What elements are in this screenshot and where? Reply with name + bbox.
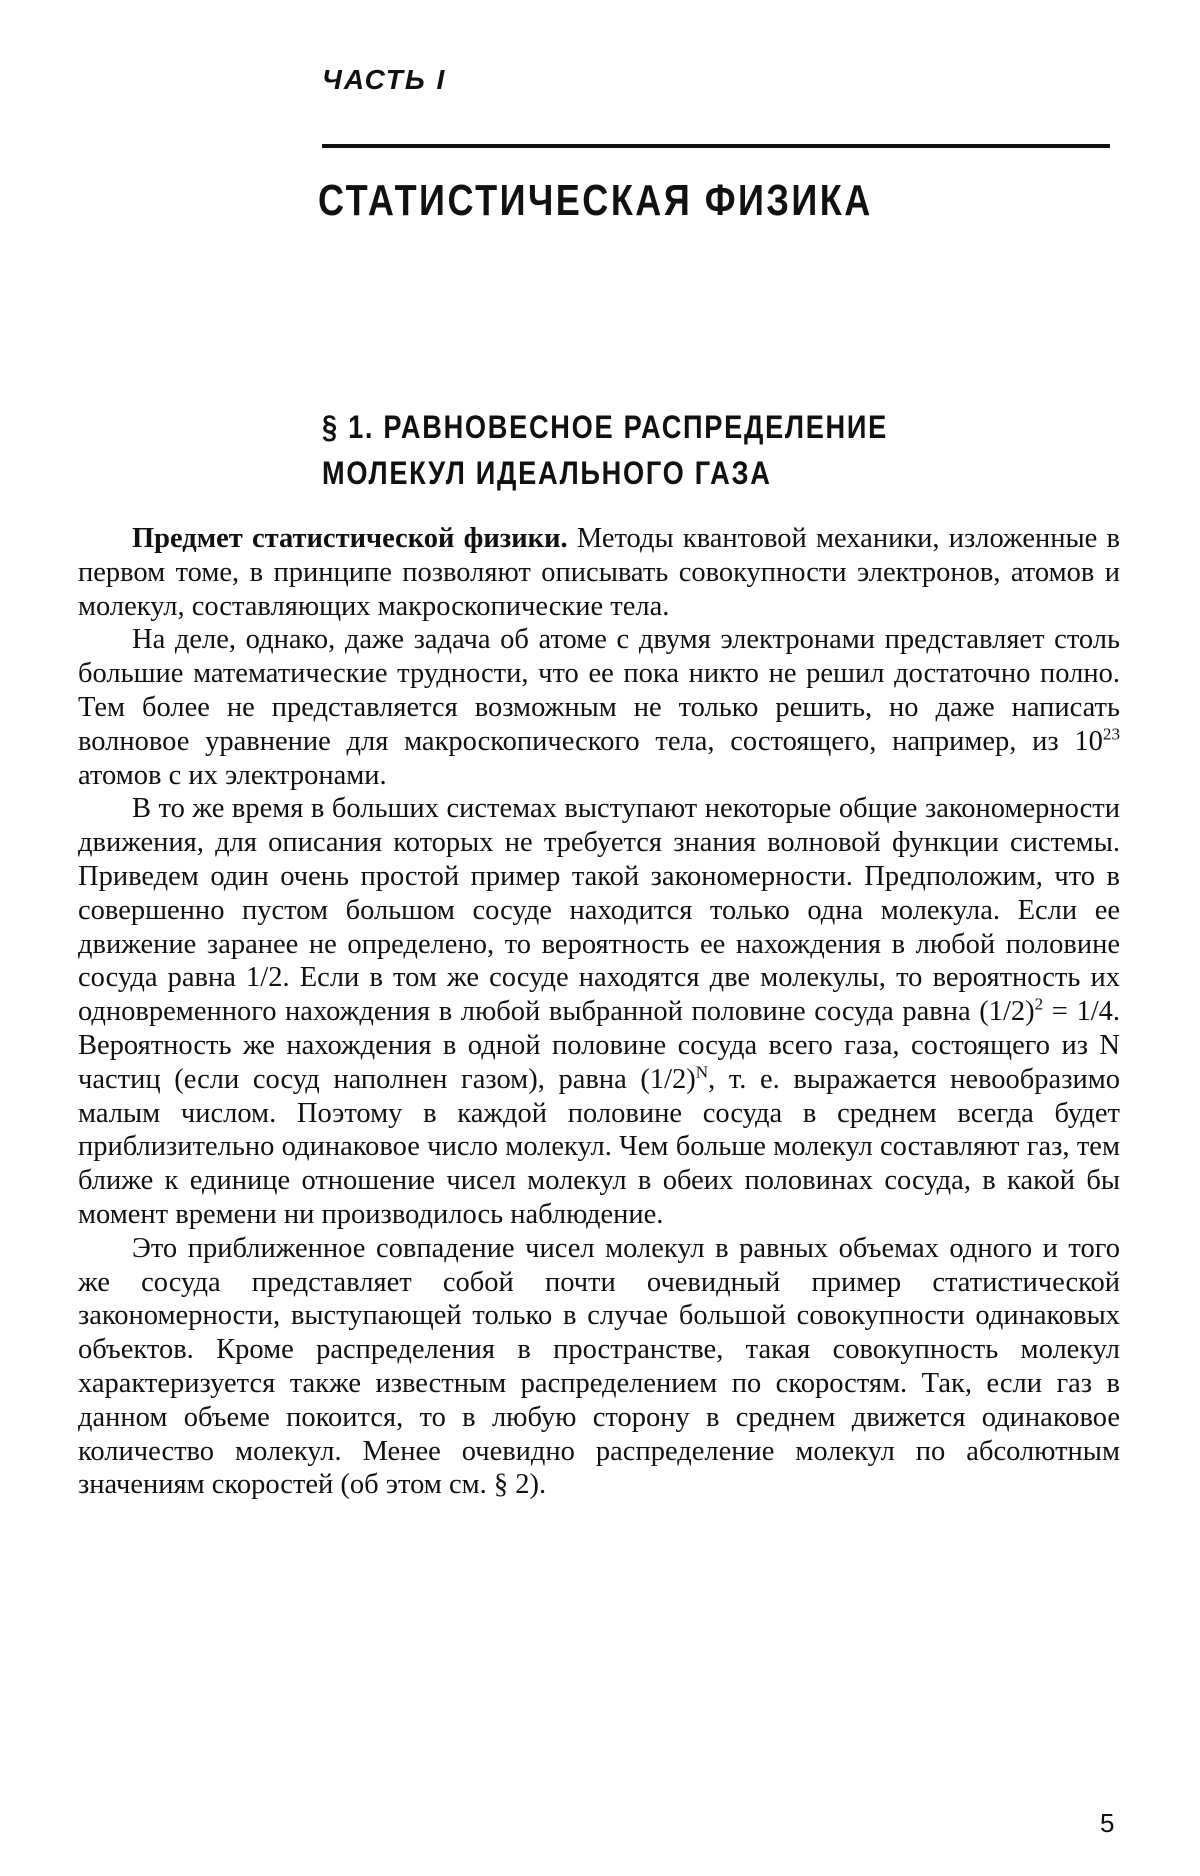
body-text [78, 522, 1120, 1502]
paragraph-text: В то же время в больших системах выступают некоторые общие закономерности движения, для описания которых не требуется знания волновой функции системы. Приведем один очень простой пример такой закономерности. Предположим, что в совершенно пустом большом сосуде находится только одна молекула. Если ее движение заранее не определено, то вероятность ее нахождения в любой половине сосуда равна 1/2. Если в том же сосуде находятся две молекулы, то вероятность их одновременного нахождения в любой выбранной половине сосуда равна (1/2) [78, 793, 1120, 1028]
paragraph-text: , т. е. выражается невообразимо малым числом. Поэтому в каждой половине сосуда в среднем всегда будет приблизительно одинаковое число молекул. Чем больше молекул составляют газ, тем ближе к единице отношение чисел молекул в обеих половинах сосуда, в какой бы момент времени ни производилось наблюдение. [78, 1063, 1120, 1230]
paragraph-text: Это приближенное совпадение чисел молекул в равных объемах одного и того же сосуда представляет собой почти очевидный пример статистической закономерности, выступающей только в случае большой совокупности одинаковых объектов. Кроме распределения в пространстве, такая совокупность молекул характеризуется также известным распределением по скоростям. Так, если газ в данном объеме покоится, то в любую сторону в среднем движется одинаковое количество молекул. Менее очевидно распределение молекул по абсолютным значениям скоростей (об этом см. § 2). [78, 1232, 1120, 1501]
part-label: ЧАСТЬ I [322, 64, 447, 95]
page-number: 5 [1100, 1808, 1115, 1838]
paragraph-text: = 1/4. Вероятность же нахождения в одной половине сосуда всего газа, состоящего из N частиц (если сосуд наполнен газом), равна (1/2) [78, 996, 1120, 1095]
paragraph-text: Методы квантовой механики, изложенные в первом томе, в принципе позволяют описывать совокупности электронов, атомов и молекул, составляющих макроскопические тела. [78, 523, 1120, 622]
paragraph-4 [78, 1232, 1120, 1502]
paragraph-1 [78, 522, 1120, 623]
paragraph-lead: Предмет статистической физики. [132, 523, 568, 554]
paragraph-2 [78, 623, 1120, 792]
paragraph-text: На деле, однако, даже задача об атоме с двумя электронами представляет столь большие математические трудности, что ее пока никто не решил достаточно полно. Тем более не представляется возможным не только решить, но даже написать волновое уравнение для макроскопического тела, состоящего, например, из 10 [78, 624, 1120, 757]
paragraph-text: атомов с их электронами. [78, 759, 387, 791]
exponent: 23 [1102, 724, 1120, 744]
exponent: N [695, 1062, 709, 1082]
paragraph-3 [78, 792, 1120, 1231]
header-rule [322, 144, 1110, 148]
section-title: § 1. РАВНОВЕСНОЕ РАСПРЕДЕЛЕНИЕ МОЛЕКУЛ ИДЕАЛЬНОГО ГАЗА [322, 409, 888, 491]
part-title: СТАТИСТИЧЕСКАЯ ФИЗИКА [318, 176, 873, 225]
exponent: 2 [1034, 994, 1044, 1014]
